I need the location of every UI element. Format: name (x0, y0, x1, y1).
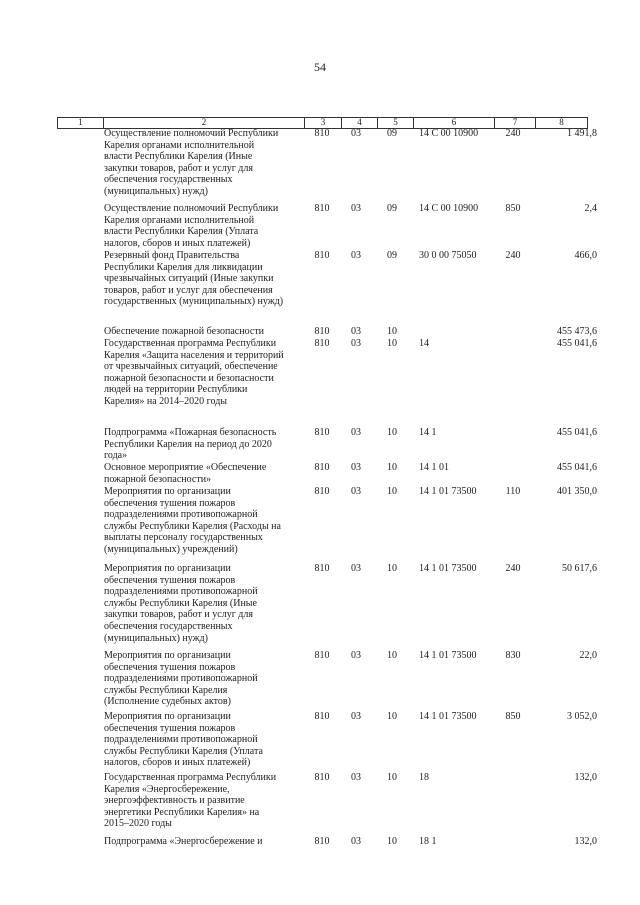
row-col3: 810 (314, 836, 330, 847)
row-col6: 14 С 00 10900 (419, 203, 479, 214)
row-col3: 810 (314, 486, 330, 497)
row-col3: 810 (314, 128, 330, 139)
row-col6: 14 1 (419, 427, 437, 438)
header-col-6: 6 (414, 118, 495, 128)
row-col4: 03 (351, 462, 361, 473)
row-col3: 810 (314, 326, 330, 337)
row-col8: 22,0 (579, 650, 597, 661)
row-col5: 10 (387, 427, 397, 438)
row-col8: 3 052,0 (567, 711, 597, 722)
row-col8: 455 041,6 (557, 338, 597, 349)
row-description: Государственная программа Республики Карелия «Защита населения и территорий от чрезвычайных ситуаций, обеспечение пожарной безопасности и безопасности людей на территории Республики Карелия» на 2014–2020 годы (104, 338, 284, 407)
row-col8: 2,4 (584, 203, 597, 214)
row-col4: 03 (351, 250, 361, 261)
row-description: Мероприятия по организации обеспечения тушения пожаров подразделениями противопожарной службы Республики Карелия (Иные закупки товаров, работ и услуг для обеспечения государственных (муниципальных) нужд) (104, 563, 258, 644)
row-description: Мероприятия по организации обеспечения тушения пожаров подразделениями противопожарной службы Республики Карелия (Исполнение судебных актов) (104, 650, 258, 708)
row-col4: 03 (351, 427, 361, 438)
row-col4: 03 (351, 563, 361, 574)
row-col5: 10 (387, 711, 397, 722)
row-col8: 455 041,6 (557, 462, 597, 473)
row-description: Мероприятия по организации обеспечения тушения пожаров подразделениями противопожарной службы Республики Карелия (Расходы на выплаты персоналу государственных (муниципальных) учреждений) (104, 486, 281, 555)
row-col8: 1 491,8 (567, 128, 597, 139)
header-col-2: 2 (104, 118, 305, 128)
row-col6: 18 (419, 772, 429, 783)
row-col6: 30 0 00 75050 (419, 250, 477, 261)
row-col4: 03 (351, 203, 361, 214)
row-col4: 03 (351, 128, 361, 139)
row-col4: 03 (351, 711, 361, 722)
row-col7: 240 (505, 250, 521, 261)
row-col5: 09 (387, 250, 397, 261)
row-col5: 10 (387, 338, 397, 349)
row-col5: 10 (387, 650, 397, 661)
row-col5: 10 (387, 326, 397, 337)
row-col6: 14 1 01 73500 (419, 650, 477, 661)
row-col8: 455 041,6 (557, 427, 597, 438)
row-col3: 810 (314, 650, 330, 661)
page-number: 54 (314, 60, 326, 74)
row-col8: 132,0 (574, 836, 597, 847)
row-col7: 240 (505, 128, 521, 139)
row-col7: 850 (505, 711, 521, 722)
header-col-8: 8 (559, 117, 564, 127)
row-description: Подпрограмма «Пожарная безопасность Республики Карелия на период до 2020 года» (104, 427, 277, 462)
row-col4: 03 (351, 486, 361, 497)
row-col4: 03 (351, 326, 361, 337)
header-col-7: 7 (495, 118, 536, 128)
row-col5: 10 (387, 836, 397, 847)
row-col3: 810 (314, 203, 330, 214)
row-col3: 810 (314, 338, 330, 349)
header-col-1: 1 (58, 118, 104, 128)
row-description: Государственная программа Республики Карелия «Энергосбережение, энергоэффективность и развитие энергетики Республики Карелия» на 2015–2020 годы (104, 772, 277, 830)
row-description: Резервный фонд Правительства Республики Карелия для ликвидации чрезвычайных ситуаций (Иные закупки товаров, работ и услуг для обеспечения государственных (муниципальных) нужд) (104, 250, 284, 308)
row-col8: 132,0 (574, 772, 597, 783)
row-col8: 50 617,6 (562, 563, 597, 574)
row-col3: 810 (314, 563, 330, 574)
row-col6: 14 1 01 73500 (419, 563, 477, 574)
row-description: Подпрограмма «Энергосбережение и (104, 836, 263, 847)
row-col5: 10 (387, 462, 397, 473)
row-description: Основное мероприятие «Обеспечение пожарной безопасности» (104, 462, 267, 485)
row-col6: 14 С 00 10900 (419, 128, 479, 139)
row-col5: 09 (387, 203, 397, 214)
header-col-4: 4 (342, 118, 378, 128)
row-col6: 18 1 (419, 836, 437, 847)
row-col6: 14 (419, 338, 429, 349)
row-col4: 03 (351, 836, 361, 847)
row-col5: 10 (387, 486, 397, 497)
header-col-5: 5 (378, 118, 414, 128)
row-col7: 830 (505, 650, 521, 661)
row-description: Осуществление полномочий Республики Карелия органами исполнительной власти Республики Карелия (Уплата налогов, сборов и иных платежей) (104, 203, 279, 249)
row-col4: 03 (351, 338, 361, 349)
row-col7: 110 (505, 486, 521, 497)
row-description: Мероприятия по организации обеспечения тушения пожаров подразделениями противопожарной службы Республики Карелия (Уплата налогов, сборов и иных платежей) (104, 711, 263, 769)
row-col3: 810 (314, 427, 330, 438)
row-col8: 401 350,0 (557, 486, 597, 497)
row-col3: 810 (314, 772, 330, 783)
row-col3: 810 (314, 711, 330, 722)
row-col3: 810 (314, 250, 330, 261)
row-col5: 10 (387, 772, 397, 783)
row-col7: 240 (505, 563, 521, 574)
header-col-3: 3 (305, 118, 342, 128)
row-col6: 14 1 01 73500 (419, 711, 477, 722)
row-description: Обеспечение пожарной безопасности (104, 326, 265, 337)
row-col6: 14 1 01 73500 (419, 486, 477, 497)
row-col7: 850 (505, 203, 521, 214)
row-col4: 03 (351, 650, 361, 661)
row-col8: 466,0 (574, 250, 597, 261)
row-col5: 09 (387, 128, 397, 139)
row-col3: 810 (314, 462, 330, 473)
row-col6: 14 1 01 (419, 462, 449, 473)
row-col5: 10 (387, 563, 397, 574)
row-col8: 455 473,6 (557, 326, 597, 337)
row-description: Осуществление полномочий Республики Карелия органами исполнительной власти Республики Карелия (Иные закупки товаров, работ и услуг для обеспечения государственных (муниципальных) нужд) (104, 128, 279, 197)
row-col4: 03 (351, 772, 361, 783)
